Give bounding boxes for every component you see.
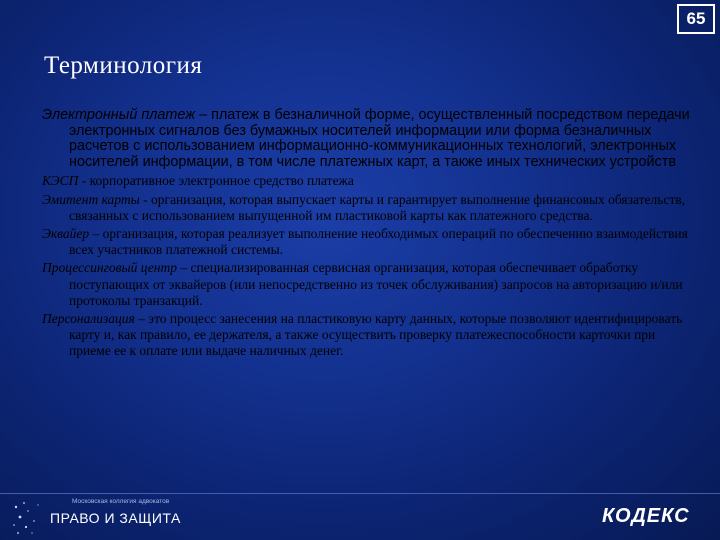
definitions-list <box>42 108 692 362</box>
definition-item <box>42 260 692 309</box>
definition-term: Эквайер <box>42 225 90 241</box>
definition-term: Электронный платеж <box>42 107 196 123</box>
definition-text: – платеж в безналичной форме, осуществленный посредством передачи электронных сигналов без бумажных носителей информации или форма безналичных расчетов с использованием информационно-коммуникационных технологий, электронных носителей информации, в том числе платежных карт, а также иных технических устройств <box>69 107 690 170</box>
definition-item <box>42 226 692 258</box>
definition-text: – организация, которая реализует выполнение необходимых операций по обеспечению взаимодействия всех участников платежной системы. <box>69 225 688 258</box>
page-title: Терминология <box>44 52 203 79</box>
definition-term: Персонализация <box>42 311 135 326</box>
definition-term: Эмитент карты <box>42 191 140 207</box>
definition-item <box>42 108 692 170</box>
definition-item <box>42 311 692 360</box>
sparkle-logo-icon <box>10 497 50 537</box>
definition-term: КЭСП <box>42 173 79 189</box>
slide-number: 65 <box>677 4 715 34</box>
definition-item <box>42 173 692 189</box>
definition-text: – специализированная сервисная организация, которая обеспечивает обработку поступающих от эквайеров (или непосредственно из точек обслуживания) запросов на авторизацию и/или протоколы транзакций. <box>69 260 683 308</box>
definition-term: Процессинговый центр <box>42 260 177 276</box>
footer-brand-block <box>10 497 260 537</box>
definition-text: – это процесс занесения на пластиковую карту данных, которые позволяют идентифицировать карту и, как правило, ее держателя, а также осуществить проверку платежеспособности карточки при приеме ее к оплате или выдаче наличных денег. <box>69 311 683 359</box>
footer-divider <box>0 493 720 494</box>
definition-text: - организация, которая выпускает карты и гарантирует выполнение финансовых обязательств, связанных с использованием выпущенной им пластиковой карты как платежного средства. <box>69 191 686 223</box>
definition-text: - корпоративное электронное средство платежа <box>78 173 354 189</box>
footer-brand-name: ПРАВО И ЗАЩИТА <box>50 510 181 526</box>
definition-item <box>42 192 692 224</box>
kodeks-logo: КОДЕКС <box>602 505 690 527</box>
footer-organization-caption: Московская коллегия адвокатов <box>72 498 170 505</box>
